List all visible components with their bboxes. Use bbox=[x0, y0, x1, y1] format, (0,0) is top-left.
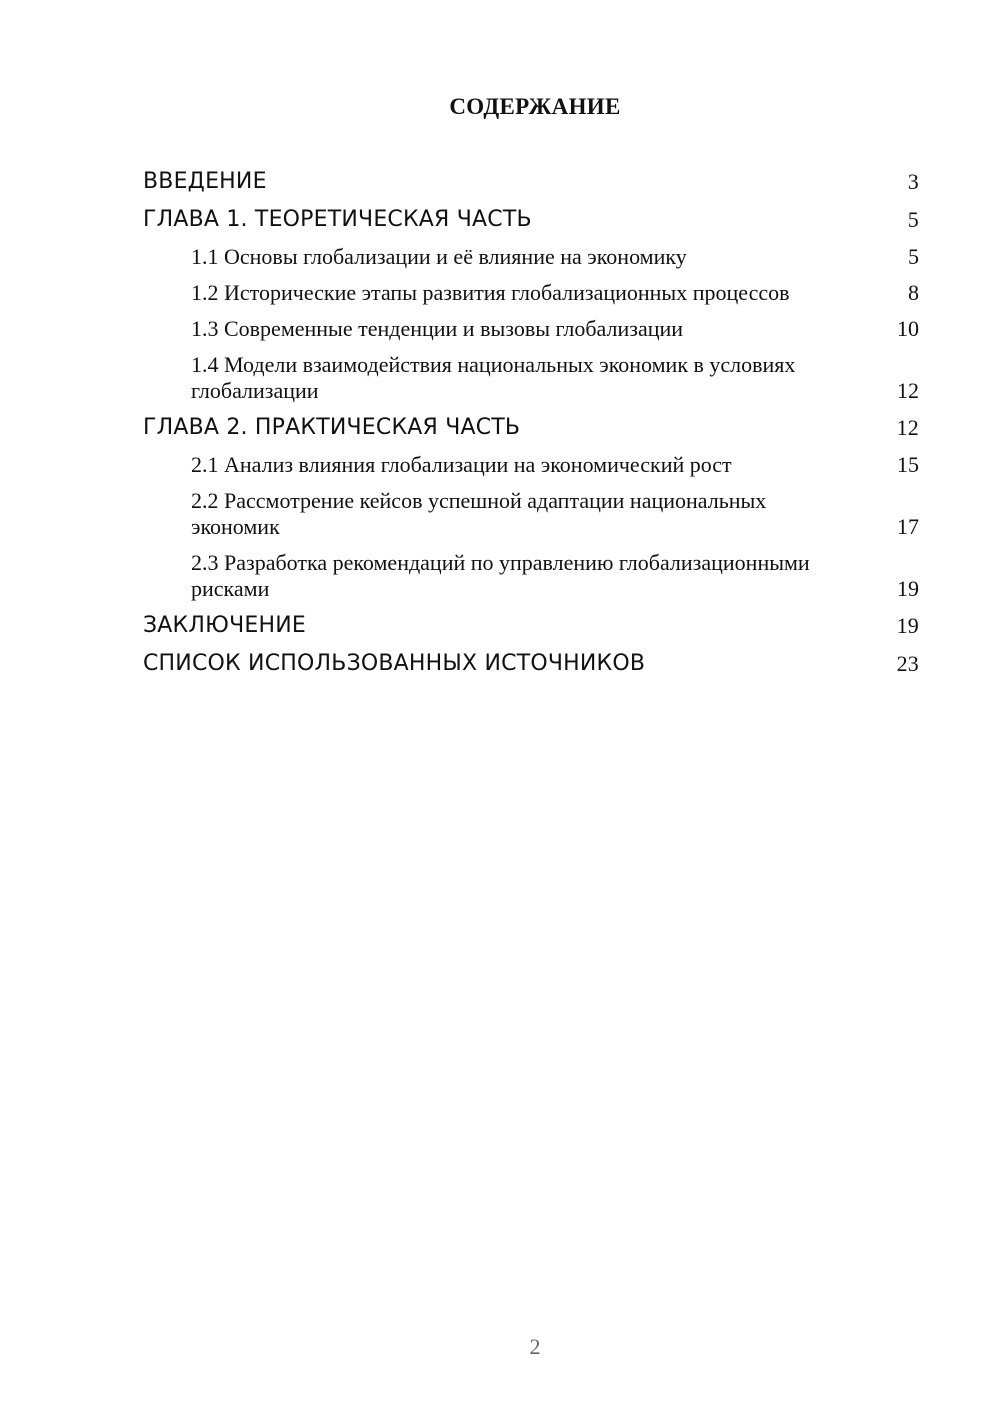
toc-entry-page: 10 bbox=[897, 316, 919, 341]
toc-entry-page: 19 bbox=[896, 613, 919, 638]
toc-entry-text: ГЛАВА 2. ПРАКТИЧЕСКАЯ ЧАСТЬ bbox=[143, 415, 521, 440]
toc-entry-text: ЗАКЛЮЧЕНИЕ bbox=[143, 613, 306, 638]
toc-entry-text: 2.1 Анализ влияния глобализации на экономический рост bbox=[191, 452, 732, 477]
toc-entry-text: 2.2 Рассмотрение кейсов успешной адаптации национальных экономик bbox=[191, 488, 767, 539]
toc-entry-text: ВВЕДЕНИЕ bbox=[143, 169, 267, 194]
toc-entry-section-1-1[interactable] bbox=[143, 244, 919, 270]
toc-entry-page: 8 bbox=[908, 280, 919, 305]
toc-entry-section-2-3[interactable] bbox=[143, 550, 919, 602]
toc-entry-introduction[interactable] bbox=[143, 168, 919, 196]
toc-entry-chapter-2[interactable] bbox=[143, 414, 919, 442]
toc-entry-page: 17 bbox=[897, 514, 919, 539]
table-of-contents bbox=[143, 168, 919, 688]
toc-entry-section-1-4[interactable] bbox=[143, 352, 919, 404]
toc-entry-references[interactable] bbox=[143, 650, 919, 678]
toc-entry-section-2-1[interactable] bbox=[143, 452, 919, 478]
toc-entry-text: 1.2 Исторические этапы развития глобализационных процессов bbox=[191, 280, 790, 305]
toc-entry-page: 15 bbox=[897, 452, 919, 477]
toc-entry-text: 2.3 Разработка рекомендаций по управлению глобализационными рисками bbox=[191, 550, 810, 601]
toc-entry-page: 5 bbox=[907, 207, 919, 232]
toc-entry-section-2-2[interactable] bbox=[143, 488, 919, 540]
toc-entry-page: 12 bbox=[897, 378, 919, 403]
page-title: СОДЕРЖАНИЕ bbox=[449, 94, 621, 119]
toc-entry-page: 12 bbox=[896, 415, 919, 440]
toc-entry-page: 19 bbox=[897, 576, 919, 601]
toc-entry-text: СПИСОК ИСПОЛЬЗОВАННЫХ ИСТОЧНИКОВ bbox=[143, 651, 646, 676]
toc-entry-section-1-2[interactable] bbox=[143, 280, 919, 306]
toc-entry-section-1-3[interactable] bbox=[143, 316, 919, 342]
toc-entry-chapter-1[interactable] bbox=[143, 206, 919, 234]
toc-entry-conclusion[interactable] bbox=[143, 612, 919, 640]
toc-entry-page: 23 bbox=[896, 651, 919, 676]
toc-entry-text: ГЛАВА 1. ТЕОРЕТИЧЕСКАЯ ЧАСТЬ bbox=[143, 207, 532, 232]
toc-entry-page: 5 bbox=[908, 244, 919, 269]
toc-entry-text: 1.4 Модели взаимодействия национальных экономик в условиях глобализации bbox=[191, 352, 796, 403]
toc-entry-text: 1.1 Основы глобализации и её влияние на экономику bbox=[191, 244, 687, 269]
page-number: 2 bbox=[529, 1334, 541, 1359]
toc-entry-page: 3 bbox=[907, 169, 919, 194]
toc-entry-text: 1.3 Современные тенденции и вызовы глобализации bbox=[191, 316, 684, 341]
